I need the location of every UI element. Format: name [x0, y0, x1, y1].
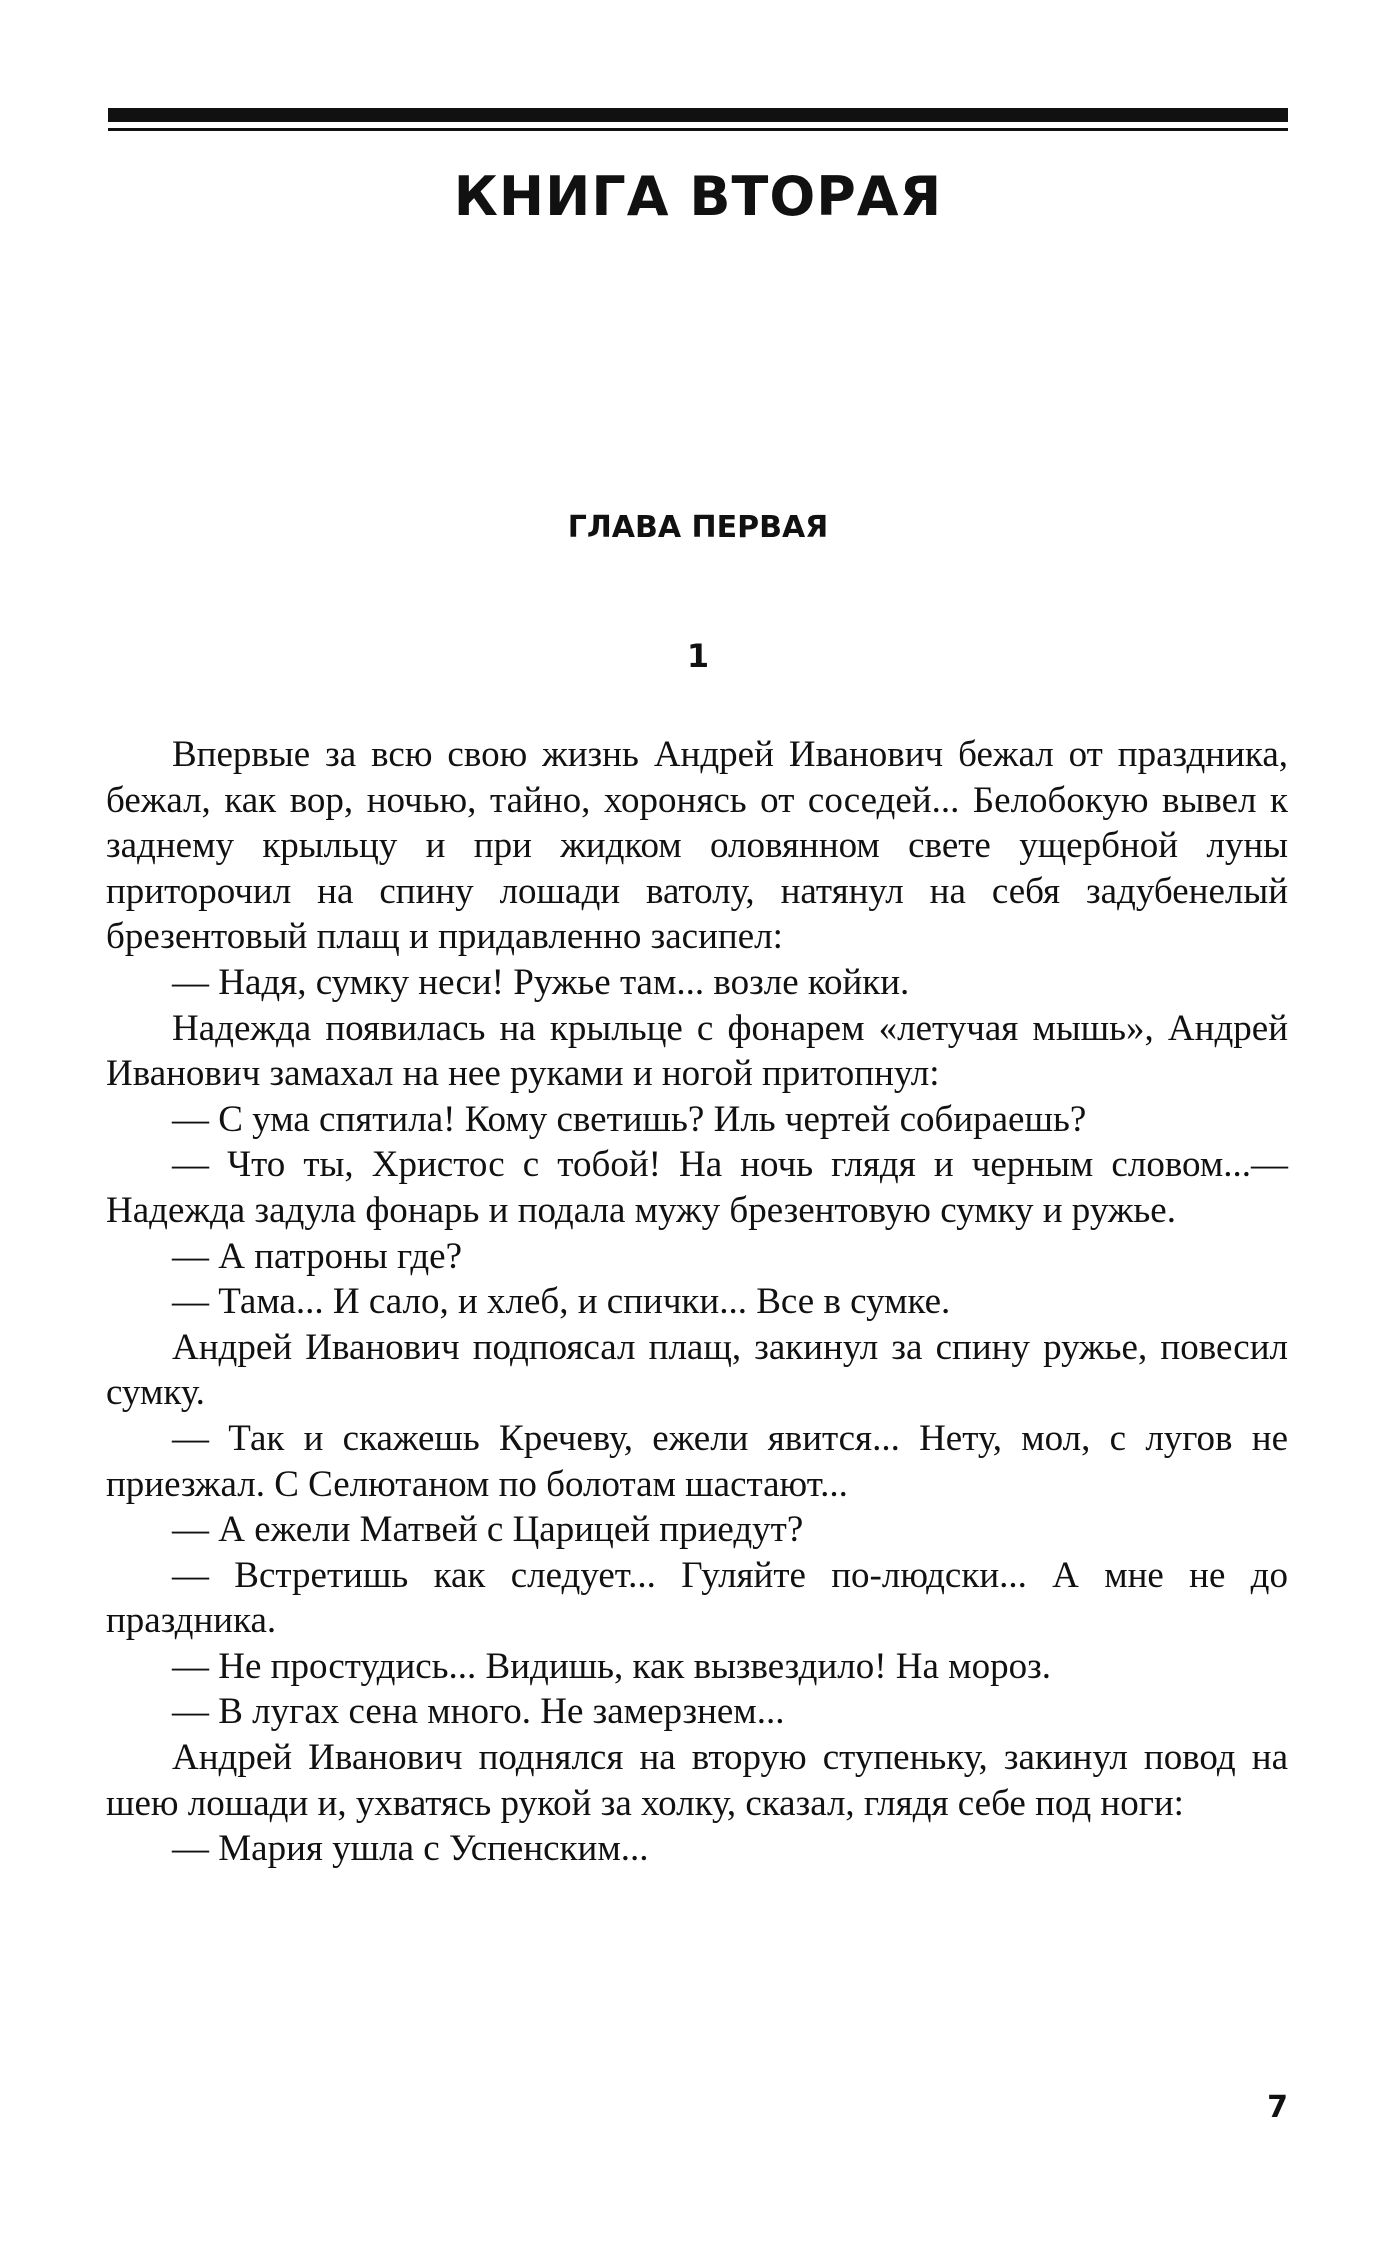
body-text — [106, 732, 1288, 1872]
paragraph: Надежда появилась на крыльце с фонарем «летучая мышь», Андрей Иванович замахал на нее руками и ногой притопнул: — [106, 1007, 1288, 1095]
paragraph: — А патроны где? — [172, 1235, 463, 1277]
paragraph: — Надя, сумку неси! Ружье там... возле койки. — [172, 961, 910, 1003]
paragraph: — В лугах сена много. Не замерзнем... — [172, 1691, 785, 1733]
paragraph: — Так и скажешь Кречеву, ежели явится... Нету, мол, с лугов не приезжал. С Селютаном по болотам шастают... — [106, 1417, 1288, 1505]
paragraph: Андрей Иванович поднялся на вторую ступеньку, закинул повод на шею лошади и, ухватясь рукой за холку, сказал, глядя себе под ноги: — [106, 1737, 1288, 1824]
paragraph: — Мария ушла с Успенским... — [172, 1828, 649, 1870]
paragraph: Впервые за всю свою жизнь Андрей Иванович бежал от праздника, бежал, как вор, ночью, тайно, хоронясь от соседей... Белобокую вывел к заднему крыльцу и при жидком оловянном свете ущербной луны приторочил на спину лошади ватолу, натянул на себя задубенелый брезентовый плащ и придавленно засипел: — [106, 734, 1288, 958]
paragraph: — Тама... И сало, и хлеб, и спички... Все в сумке. — [172, 1281, 951, 1323]
paragraph: — Встретишь как следует... Гуляйте по-людски... А мне не до праздника. — [106, 1554, 1288, 1642]
page-number: 7 — [1267, 2090, 1288, 2125]
paragraph: — Не простудись... Видишь, как вызвездило! На мороз. — [172, 1645, 1051, 1687]
header-rule-thick — [108, 108, 1288, 122]
paragraph: — А ежели Матвей с Царицей приедут? — [172, 1509, 804, 1551]
paragraph: — Что ты, Христос с тобой! На ночь глядя и черным словом...— Надежда задула фонарь и подала мужу брезентовую сумку и ружье. — [106, 1144, 1288, 1231]
book-title: КНИГА ВТОРАЯ — [453, 165, 943, 228]
chapter-title: ГЛАВА ПЕРВАЯ — [567, 510, 829, 545]
header-rule-thin — [108, 128, 1288, 131]
section-number: 1 — [686, 637, 710, 675]
paragraph: Андрей Иванович подпоясал плащ, закинул за спину ружье, повесил сумку. — [106, 1326, 1288, 1414]
paragraph: — С ума спятила! Кому светишь? Иль чертей собираешь? — [172, 1098, 1087, 1140]
